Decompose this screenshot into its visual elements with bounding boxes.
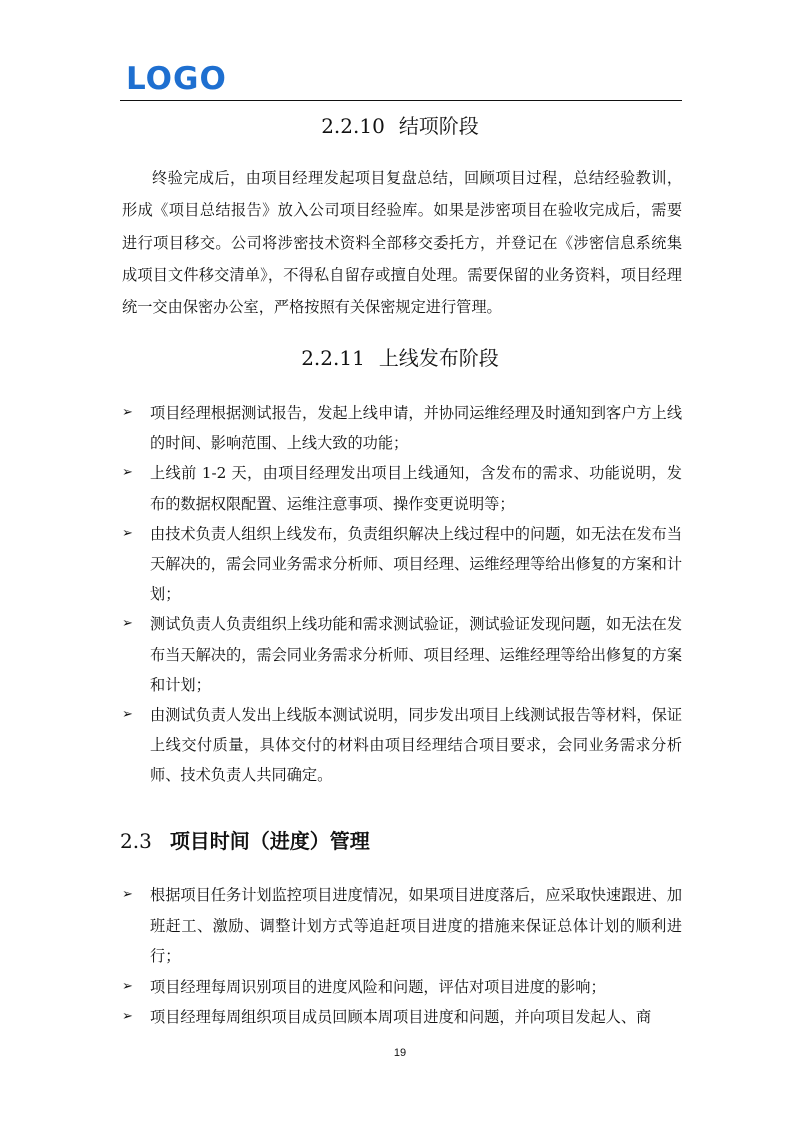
section-number: 2.3 [120,829,152,853]
arrow-bullet-icon: ➢ [122,978,133,994]
list-item: ➢ 项目经理每周组织项目成员回顾本周项目进度和问题，并向项目发起人、商 [122,1002,682,1033]
list-item: ➢ 由技术负责人组织上线发布，负责组织解决上线过程中的问题，如无法在发布当天解决的，需会同业务需求分析师、项目经理、运维经理等给出修复的方案和计划； [122,519,682,610]
list-item: ➢ 项目经理每周识别项目的进度风险和问题，评估对项目进度的影响； [122,972,682,1003]
heading-2-2-10 [0,113,800,139]
list-item: ➢ 由测试负责人发出上线版本测试说明，同步发出项目上线测试报告等材料，保证上线交付质量，具体交付的材料由项目经理结合项目要求，会同业务需求分析师、技术负责人共同确定。 [122,700,682,791]
arrow-bullet-icon: ➢ [122,616,133,632]
arrow-bullet-icon: ➢ [122,405,133,420]
section-title: 项目时间（进度）管理 [169,829,370,853]
schedule-management-list [122,880,682,1033]
list-item: ➢ 上线前 1-2 天，由项目经理发出项目上线通知，含发布的需求、功能说明，发布的数据权限配置、运维注意事项、操作变更说明等； [122,458,682,518]
arrow-bullet-icon: ➢ [122,525,133,541]
heading-2-2-11 [0,345,800,371]
page-header [120,62,682,102]
list-item: ➢ 项目经理根据测试报告，发起上线申请，并协同运维经理及时通知到客户方上线的时间、影响范围、上线大致的功能； [122,398,682,458]
list-item: ➢ 根据项目任务计划监控项目进度情况，如果项目进度落后，应采取快速跟进、加班赶工、激励、调整计划方式等追赶项目进度的措施来保证总体计划的顺利进行； [122,880,682,972]
section-number: 2.2.10 [321,114,385,138]
release-phase-list [122,398,682,791]
header-divider [120,100,682,101]
section-title: 上线发布阶段 [378,346,499,370]
arrow-bullet-icon: ➢ [122,707,133,723]
closing-phase-paragraph: 终验完成后，由项目经理发起项目复盘总结，回顾项目过程，总结经验教训，形成《项目总结报告》放入公司项目经验库。如果是涉密项目在验收完成后，需要进行项目移交。公司将涉密技术资料全部移交委托方，并登记在《涉密信息系统集成项目文件移交清单》，不得私自留存或擅自处理。需要保留的业务资料，项目经理统一交由保密办公室，严格按照有关保密规定进行管理。 [122,169,682,317]
arrow-bullet-icon: ➢ [122,465,133,481]
arrow-bullet-icon: ➢ [122,887,133,902]
heading-2-3 [120,827,370,855]
arrow-bullet-icon: ➢ [122,1009,133,1024]
section-title: 结项阶段 [398,114,479,138]
section-number: 2.2.11 [301,346,365,370]
list-item: ➢ 测试负责人负责组织上线功能和需求测试验证，测试验证发现问题，如无法在发布当天解决的，需会同业务需求分析师、项目经理、运维经理等给出修复的方案和计划； [122,609,682,700]
page-number: 19 [393,1047,407,1059]
logo: LOGO [126,61,227,97]
